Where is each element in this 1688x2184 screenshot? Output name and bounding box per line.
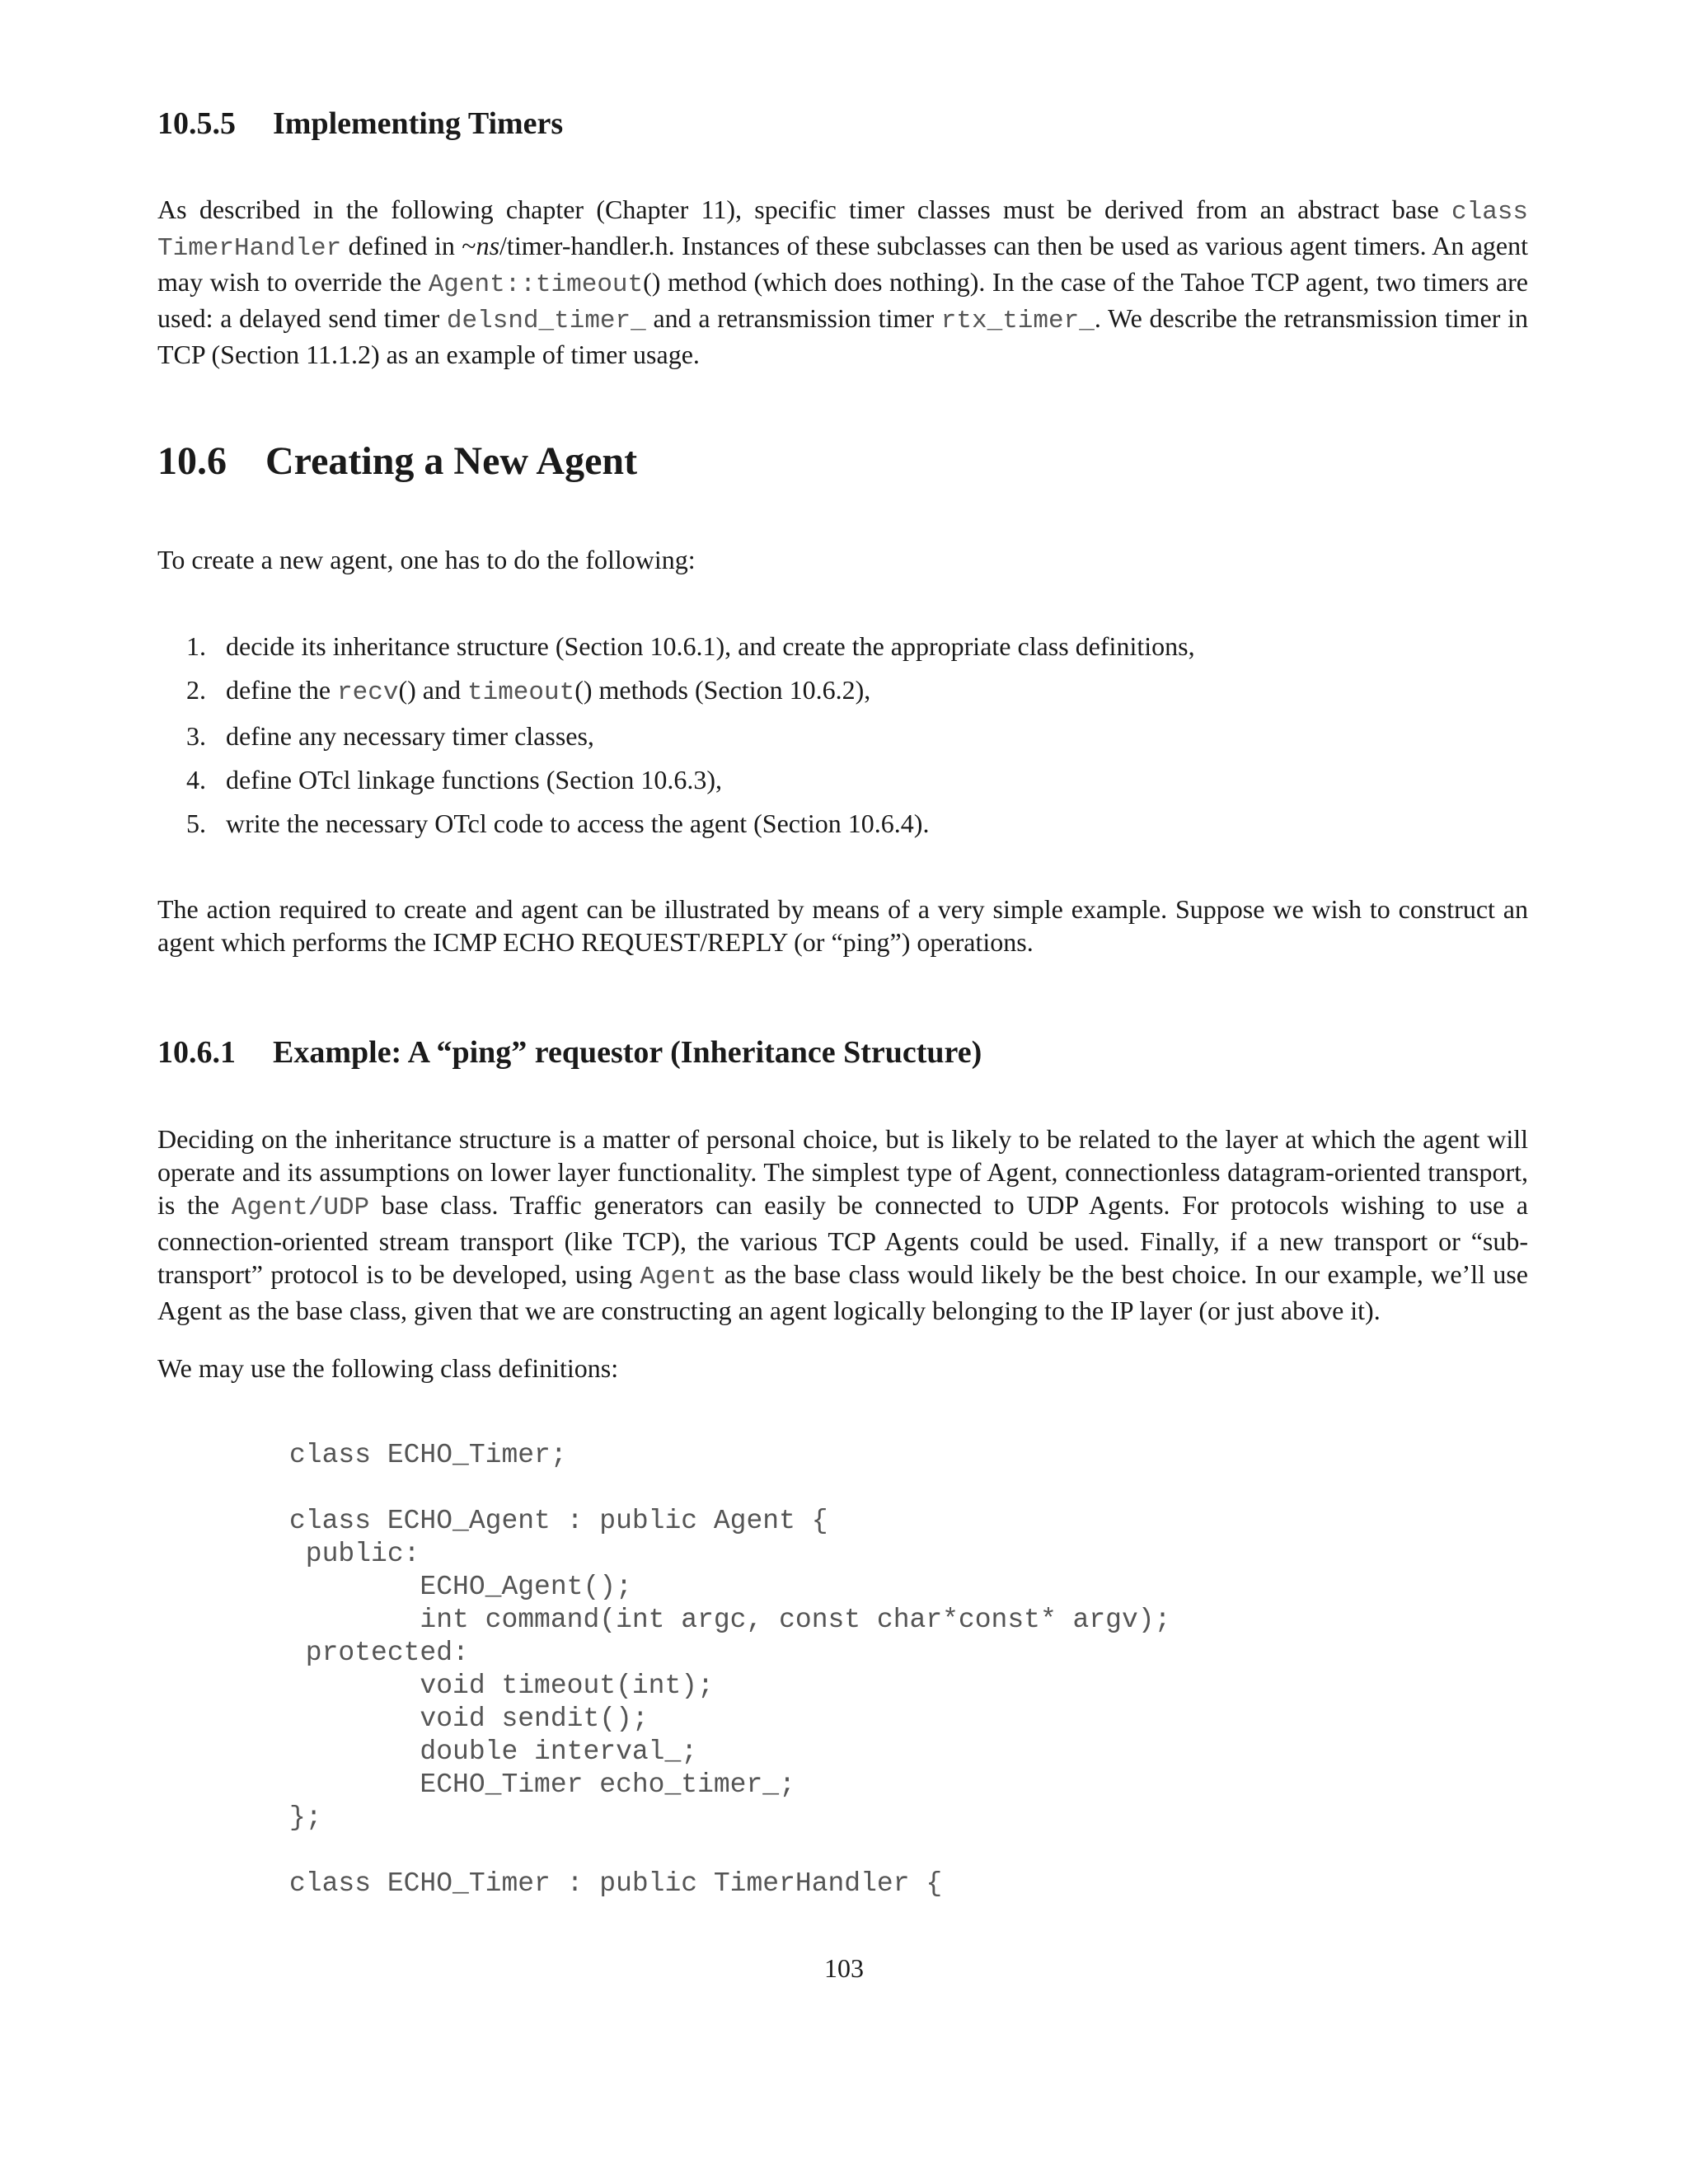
section-number: 10.6 (157, 439, 227, 483)
text-run: and a retransmission timer (645, 303, 941, 333)
text-run: as the base class would likely be the best choice. In our example, we’ll use Agent as the base class, given that we are constructing an agent logically belonging to the IP layer (or just above it). (157, 1259, 1529, 1325)
list-item (157, 802, 1528, 846)
section-heading-10-6-1 (157, 1033, 1528, 1072)
list-marker: 3. (186, 721, 206, 751)
text-run: () method (which does nothing). In the case of the Tahoe TCP agent, two timers are used: a delayed send timer (157, 267, 1528, 333)
list-item-text: write the necessary OTcl code to access the agent (Section 10.6.4). (226, 808, 930, 838)
list-item-text: () and (398, 675, 467, 705)
text-run: . We describe the retransmission timer in TCP (Section 11.1.2) as an example of timer usage. (157, 303, 1529, 369)
list-item-text: decide its inheritance structure (Section 10.6.1), and create the appropriate class definitions, (226, 631, 1195, 661)
page-number: 103 (824, 1953, 864, 1983)
list-item (157, 715, 1528, 758)
section-title: Implementing Timers (273, 106, 564, 141)
list-marker: 2. (186, 675, 206, 705)
list-marker: 5. (186, 808, 206, 838)
list-item (157, 668, 1528, 715)
code-agent-udp: Agent/UDP (231, 1193, 370, 1222)
section-title: Example: A “ping” requestor (Inheritance Structure) (273, 1035, 982, 1070)
section-number: 10.5.5 (157, 106, 236, 141)
code-recv: recv (337, 678, 399, 707)
action-paragraph: The action required to create and agent can be illustrated by means of a very simple example. Suppose we wish to construct an agent which performs the ICMP ECHO REQUEST/REPLY (or “ping”) operations. (157, 894, 1528, 957)
code-agent-timeout: Agent::timeout (428, 270, 644, 299)
ns-italic: ns (476, 231, 500, 260)
section-heading-10-5-5 (157, 104, 1528, 143)
list-marker: 1. (186, 631, 206, 661)
list-item-text: define the (226, 675, 338, 705)
steps-list (157, 625, 1528, 846)
code-class: class (1451, 198, 1528, 227)
section-number: 10.6.1 (157, 1035, 236, 1070)
code-agent: Agent (640, 1263, 717, 1291)
list-item-text: define any necessary timer classes, (226, 721, 594, 751)
section-title: Creating a New Agent (265, 439, 638, 483)
inheritance-paragraph (157, 1122, 1528, 1327)
code-timeout: timeout (467, 678, 575, 707)
timers-paragraph (157, 193, 1528, 371)
text-run: base class. Traffic generators can easily be connected to UDP Agents. For protocols wishing to use a connection-oriented stream transport (like TCP), the various TCP Agents could be used. Finally, if a new transport or “sub-transport” protocol is to be developed, using (157, 1190, 1529, 1289)
list-item-text: () methods (Section 10.6.2), (574, 675, 871, 705)
code-listing: class ECHO_Timer; class ECHO_Agent : public Agent { public: ECHO_Agent(); int command(int argc, const char*const* argv); protected: void timeout(int); void sendit(); double interval_; ECHO_Timer echo_timer_; }; class ECHO_Timer : public TimerHandler { (289, 1440, 1171, 1899)
list-marker: 4. (186, 765, 206, 794)
class-definitions-intro: We may use the following class definitions: (157, 1353, 619, 1383)
code-delsnd-timer: delsnd_timer_ (446, 307, 646, 335)
text-run: Deciding on the inheritance structure is a matter of personal choice, but is likely to be related to the layer at which the agent will operate and its assumptions on lower layer functionality. The simplest type of Agent, connectionless datagram-oriented transport, is the (157, 1124, 1528, 1220)
new-agent-intro: To create a new agent, one has to do the following: (157, 545, 696, 574)
code-timerhandler: TimerHandler (157, 234, 342, 263)
text-run: As described in the following chapter (Chapter 11), specific timer classes must be derived from an abstract base (157, 194, 1451, 224)
text-run: /timer-handler.h. Instances of these subclasses can then be used as various agent timers. An agent may wish to override the (157, 231, 1529, 297)
section-heading-10-6 (157, 437, 1528, 486)
list-item (157, 625, 1528, 668)
list-item-text: define OTcl linkage functions (Section 10.6.3), (226, 765, 723, 794)
list-item (157, 758, 1528, 802)
text-run: defined in ~ (341, 231, 476, 260)
code-rtx-timer: rtx_timer_ (940, 307, 1095, 335)
